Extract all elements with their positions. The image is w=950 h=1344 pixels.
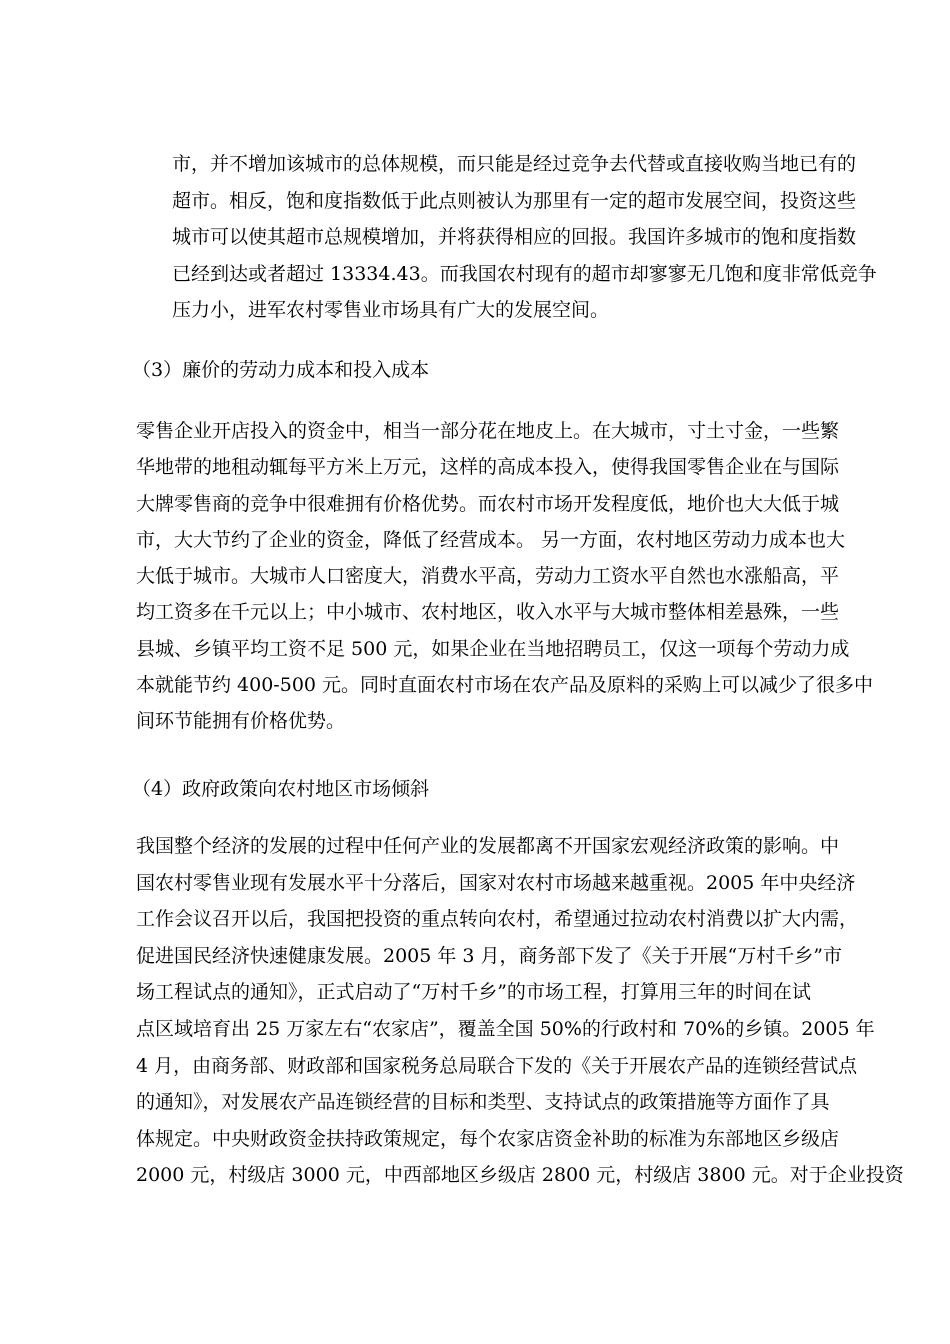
- section-4-heading: （4）政府政策向农村地区市场倾斜: [132, 778, 430, 800]
- intro-line: 城市可以使其超市总规模增加，并将获得相应的回报。我国许多城市的饱和度指数: [172, 226, 857, 248]
- paragraph-line: 零售企业开店投入的资金中，相当一部分花在地皮上。在大城市，寸土寸金，一些繁: [136, 420, 840, 442]
- intro-line: 已经到达或者超过 13334.43。而我国农村现有的超市却寥寥无几饱和度非常低竞争: [172, 262, 877, 285]
- section-4-paragraph: [136, 828, 904, 1194]
- paragraph-line: 点区域培育出 25 万家左右“农家店”，覆盖全国 50%的行政村和 70%的乡镇。2005 年: [136, 1017, 875, 1040]
- section-3-heading: （3）廉价的劳动力成本和投入成本: [132, 359, 430, 381]
- paragraph-line: 华地带的地租动辄每平方米上万元，这样的高成本投入，使得我国零售企业在与国际: [136, 456, 840, 479]
- paragraph-line: 间环节能拥有价格优势。: [136, 710, 346, 733]
- paragraph-line: 国农村零售业现有发展水平十分落后，国家对农村市场越来越重视。2005 年中央经济: [136, 871, 856, 894]
- intro-line: 超市。相反，饱和度指数低于此点则被认为那里有一定的超市发展空间，投资这些: [172, 189, 857, 212]
- paragraph-line: 大低于城市。大城市人口密度大，消费水平高，劳动力工资水平自然也水涨船高，平: [136, 565, 840, 588]
- paragraph-line: 工作会议召开以后，我国把投资的重点转向农村，希望通过拉动农村消费以扩大内需，: [136, 908, 859, 931]
- paragraph-line: 我国整个经济的发展的过程中任何产业的发展都离不开国家宏观经济政策的影响。中: [136, 835, 840, 857]
- intro-line: 压力小，进军农村零售业市场具有广大的发展空间。: [172, 299, 610, 321]
- paragraph-line: 的通知》，对发展农产品连锁经营的目标和类型、支持试点的政策措施等方面作了具: [136, 1091, 830, 1114]
- paragraph-line: 2000 元，村级店 3000 元，中西部地区乡级店 2800 元，村级店 3800 元。对于企业投资: [136, 1164, 904, 1187]
- intro-line: 市，并不增加该城市的总体规模，而只能是经过竞争去代替或直接收购当地已有的: [172, 153, 857, 175]
- paragraph-line: 大牌零售商的竞争中很难拥有价格优势。而农村市场开发程度低，地价也大大低于城: [136, 492, 840, 515]
- paragraph-line: 县城、乡镇平均工资不足 500 元，如果企业在当地招聘员工，仅这一项每个劳动力成: [136, 637, 850, 660]
- paragraph-line: 本就能节约 400-500 元。同时直面农村市场在农产品及原料的采购上可以减少了很多中: [136, 674, 874, 697]
- paragraph-line: 均工资多在千元以上；中小城市、农村地区，收入水平与大城市整体相差悬殊，一些: [136, 601, 840, 624]
- paragraph-line: 场工程试点的通知》，正式启动了“万村千乡”的市场工程，打算用三年的时间在试: [136, 981, 811, 1004]
- paragraph-line: 促进国民经济快速健康发展。2005 年 3 月，商务部下发了《关于开展“万村千乡”市: [136, 944, 842, 967]
- intro-paragraph: [172, 146, 877, 329]
- paragraph-line: 市，大大节约了企业的资金，降低了经营成本。 另一方面，农村地区劳动力成本也大: [136, 528, 846, 551]
- paragraph-line: 4 月，由商务部、财政部和国家税务总局联合下发的《关于开展农产品的连锁经营试点: [136, 1054, 858, 1077]
- paragraph-line: 体规定。中央财政资金扶持政策规定，每个农家店资金补助的标准为东部地区乡级店: [136, 1127, 840, 1150]
- section-3-paragraph: [136, 413, 876, 740]
